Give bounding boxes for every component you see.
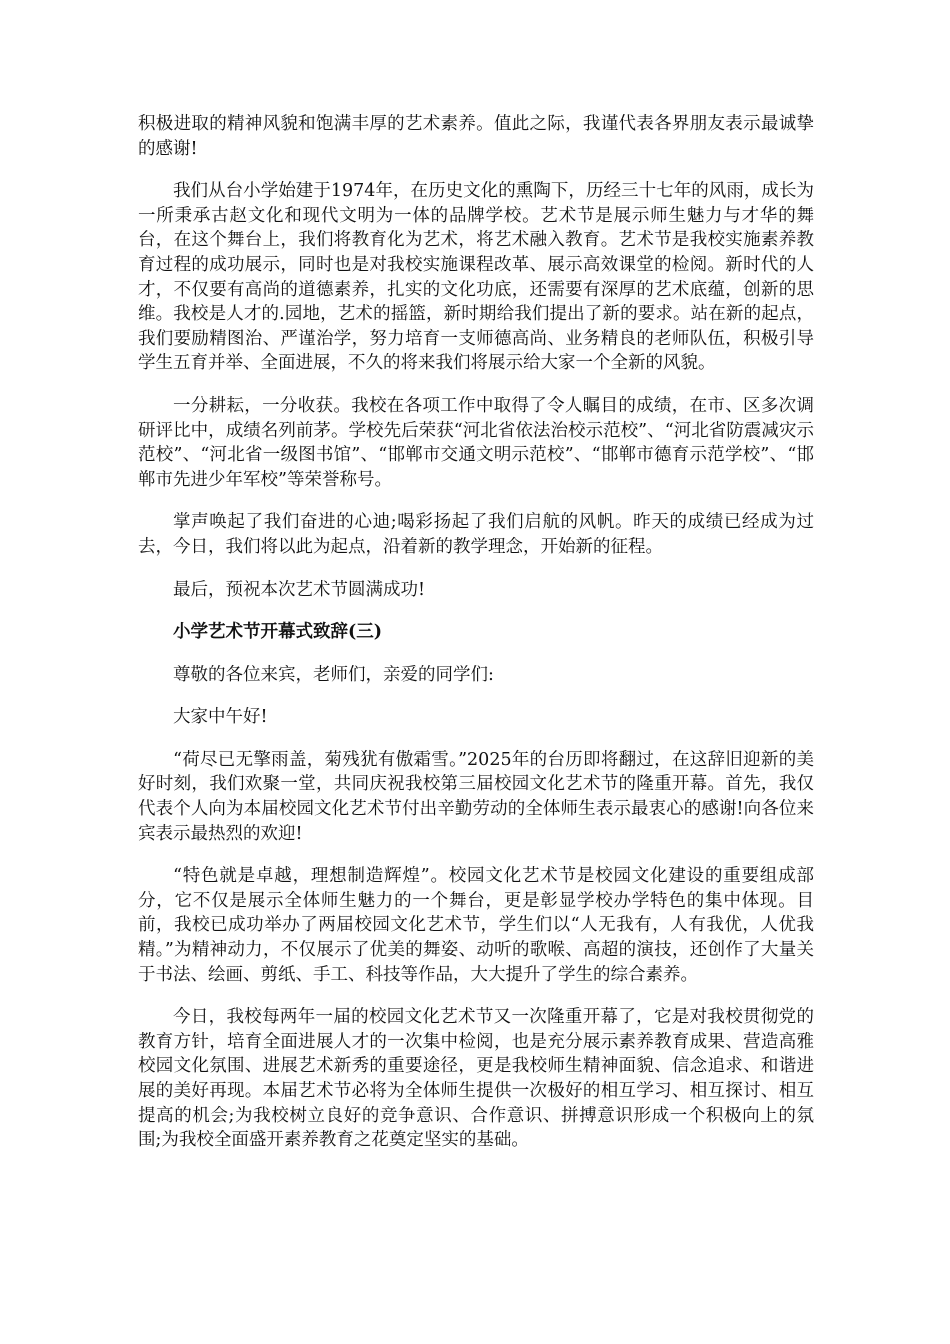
salutation: 尊敬的各位来宾，老师们，亲爱的同学们: bbox=[173, 664, 494, 685]
paragraph: 我们从台小学始建于1974年，在历史文化的熏陶下，历经三十七年的风雨，成长为一所秉承古赵文化和现代文明为一体的品牌学校。艺术节是展示师生魅力与才华的舞台，在这个舞台上，我们将教育化为艺术，将艺术融入教育。艺术节是我校实施素养教育过程的成功展示，同时也是对我校实施课程改革、展示高效课堂的检阅。新时代的人才，不仅要有高尚的道德素养，扎实的文化功底，还需要有深厚的艺术底蕴，创新的思维。我校是人才的.园地，艺术的摇篮，新时期给我们提出了新的要求。站在新的起点，我们要励精图治、严谨治学，努力培育一支师德高尚、业务精良的老师队伍，积极引导学生五育并举、全面进展，不久的将来我们将展示给大家一个全新的风貌。 bbox=[138, 181, 814, 374]
paragraph: 最后，预祝本次艺术节圆满成功! bbox=[173, 579, 426, 600]
greeting: 大家中午好! bbox=[173, 707, 268, 728]
paragraph: 积极进取的精神风貌和饱满丰厚的艺术素养。值此之际，我谨代表各界朋友表示最诚挚的感谢! bbox=[138, 114, 814, 159]
paragraph: “特色就是卓越，理想制造辉煌”。校园文化艺术节是校园文化建设的重要组成部分，它不仅是展示全体师生魅力的一个舞台，更是彰显学校办学特色的集中体现。目前，我校已成功举办了两届校园文化艺术节，学生们以“人无我有，人有我优，人优我精。”为精神动力，不仅展示了优美的舞姿、动听的歌喉、高超的演技，还创作了大量关于书法、绘画、剪纸、手工、科技等作品，大大提升了学生的综合素养。 bbox=[138, 866, 814, 985]
paragraph: “荷尽已无擎雨盖，菊残犹有傲霜雪。”2025年的台历即将翻过，在这辞旧迎新的美好时刻，我们欢聚一堂，共同庆祝我校第三届校园文化艺术节的隆重开幕。首先，我仅代表个人向为本届校园文化艺术节付出辛勤劳动的全体师生表示最衷心的感谢!向各位来宾表示最热烈的欢迎! bbox=[138, 749, 814, 844]
paragraph: 掌声唤起了我们奋进的心迪;喝彩扬起了我们启航的风帆。昨天的成绩已经成为过去，今日，我们将以此为起点，沿着新的教学理念，开始新的征程。 bbox=[138, 512, 814, 557]
document-page bbox=[138, 112, 814, 1171]
paragraph: 今日，我校每两年一届的校园文化艺术节又一次隆重开幕了，它是对我校贯彻党的教育方针，培育全面进展人才的一次集中检阅，也是充分展示素养教育成果、营造高雅校园文化氛围、进展艺术新秀的重要途径，更是我校师生精神面貌、信念追求、和谐进展的美好再现。本届艺术节必将为全体师生提供一次极好的相互学习、相互探讨、相互提高的机会;为我校树立良好的竞争意识、合作意识、拼搏意识形成一个积极向上的氛围;为我校全面盛开素养教育之花奠定坚实的基础。 bbox=[138, 1007, 814, 1151]
section-heading: 小学艺术节开幕式致辞(三) bbox=[173, 622, 383, 643]
paragraph: 一分耕耘，一分收获。我校在各项工作中取得了令人瞩目的成绩，在市、区多次调研评比中，成绩名列前茅。学校先后荣获“河北省依法治校示范校”、“河北省防震减灾示范校”、“河北省一级图书馆”、“邯郸市交通文明示范校”、“邯郸市德育示范学校”、“邯郸市先进少年军校”等荣誉称号。 bbox=[138, 395, 814, 490]
